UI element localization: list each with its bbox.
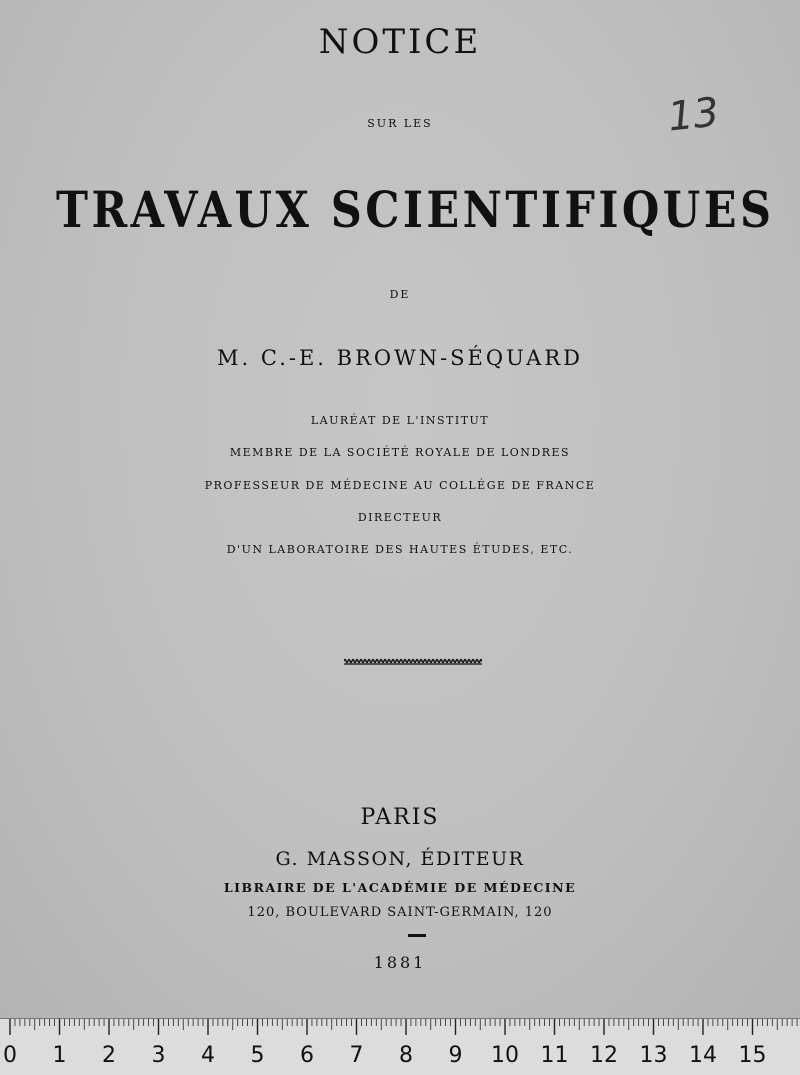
ruler-label: 0: [3, 1043, 17, 1068]
imprint-year: 1881: [373, 953, 427, 972]
ruler-label: 9: [448, 1043, 463, 1068]
author-title-4: DIRECTEUR: [357, 511, 443, 524]
imprint-bookstore: LIBRAIRE DE L'ACADÉMIE DE MÉDECINE: [223, 880, 577, 895]
author-title-2: MEMBRE DE LA SOCIÉTÉ ROYALE DE LONDRES: [229, 446, 571, 459]
measurement-ruler: [0, 1018, 800, 1075]
ruler-label: 7: [349, 1043, 364, 1068]
short-rule: [408, 934, 426, 937]
ruler-label: 4: [201, 1043, 215, 1068]
ruler-label: 15: [738, 1043, 767, 1068]
ruler-label: 8: [399, 1043, 413, 1068]
author-title-3: PROFESSEUR DE MÉDECINE AU COLLÉGE DE FRANCE: [204, 479, 596, 492]
ruler-label: 1: [52, 1043, 67, 1068]
ruler-label: 12: [590, 1043, 618, 1068]
ruler-label: 13: [639, 1043, 668, 1068]
wavy-divider: [344, 658, 482, 666]
ruler-label: 2: [102, 1043, 116, 1068]
author-title-5: D'UN LABORATOIRE DES HAUTES ÉTUDES, ETC.: [226, 543, 574, 556]
de-text: DE: [389, 288, 411, 301]
ruler-label: 10: [491, 1043, 519, 1068]
ruler-label: 3: [151, 1043, 166, 1068]
ruler-label: 6: [300, 1043, 314, 1068]
author-name: M. C.-E. BROWN-SÉQUARD: [217, 346, 583, 370]
handwritten-note: 13: [665, 89, 722, 141]
imprint-city: PARIS: [360, 805, 440, 830]
ruler-label: 14: [689, 1043, 717, 1068]
ruler-label: 5: [250, 1043, 265, 1068]
imprint-publisher: G. MASSON, ÉDITEUR: [275, 848, 525, 870]
imprint-address: 120, BOULEVARD SAINT-GERMAIN, 120: [247, 905, 553, 920]
main-title: TRAVAUX SCIENTIFIQUES: [56, 180, 775, 239]
notice-heading: NOTICE: [318, 22, 482, 62]
ruler-label: 11: [540, 1043, 569, 1068]
sur-les-text: SUR LES: [367, 117, 433, 130]
author-title-1: LAURÉAT DE L'INSTITUT: [310, 414, 490, 427]
